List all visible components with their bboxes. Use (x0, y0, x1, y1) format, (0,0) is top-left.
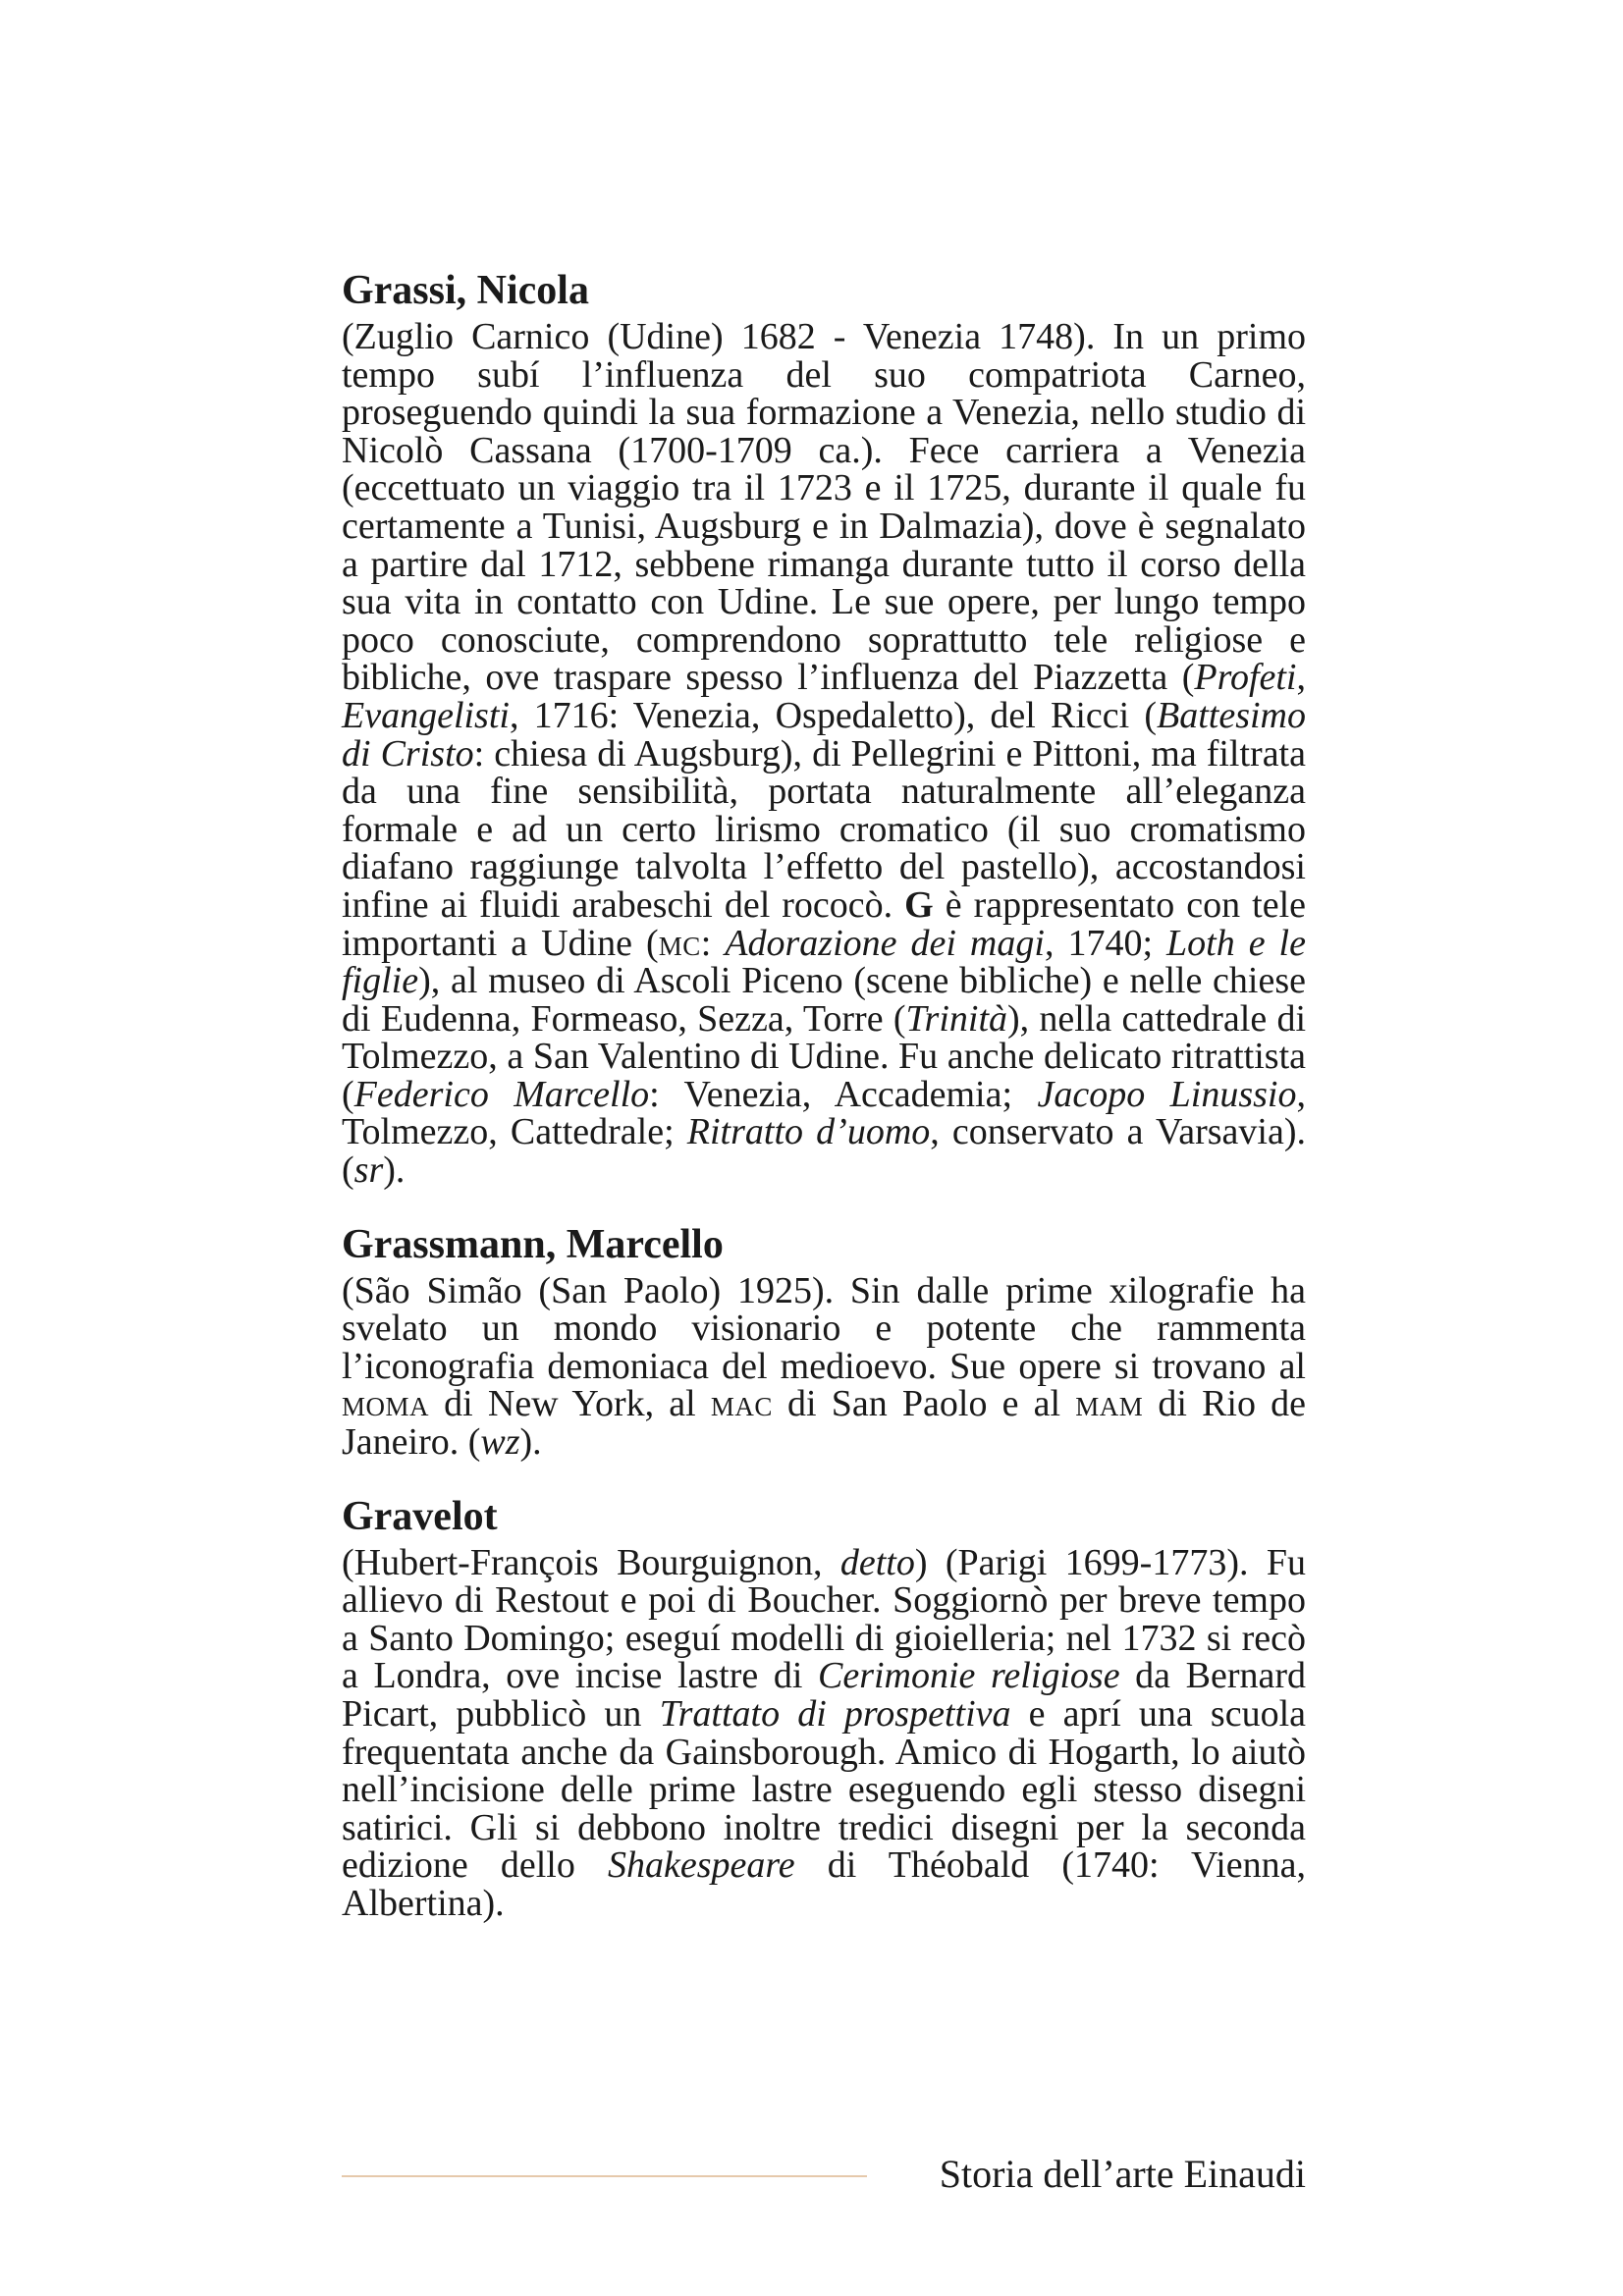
body-text: : chiesa di Augsburg), di Pellegrini e Pittoni, ma filtrata da una fine sensibilità, portata naturalmente all’eleganza formale e ad un certo lirismo cromatico (il suo cromatismo diafano raggiunge talvolta l’effetto del pastello), accostandosi infine ai fluidi arabeschi del rococò. (342, 732, 1306, 926)
entry-grassi-nicola (342, 265, 1306, 1190)
entry-gravelot (342, 1491, 1306, 1923)
body-text: ). (519, 1421, 542, 1464)
italic-text: wz (480, 1421, 520, 1464)
small-caps-abbr: mac (710, 1383, 773, 1425)
body-text: è rappresentato con tele importanti a Udine ( (342, 883, 1306, 964)
entry-body (342, 1269, 1307, 1464)
italic-text: Loth e le figlie (342, 922, 1306, 1002)
body-text: (São Simão (San Paolo) 1925). Sin dalle prime xilografie ha svelato un mondo visionario e potente che rammenta l’iconografia demoniaca del medioevo. Sue opere si trovano al (342, 1269, 1306, 1387)
italic-text: Jacopo Linussio (1037, 1073, 1297, 1115)
entry-title: Grassi, Nicola (342, 268, 589, 313)
italic-text: Evangelisti (342, 694, 510, 736)
body-text: (Zuglio Carnico (Udine) 1682 - Venezia 1748). In un primo tempo subí l’influenza del suo compatriota Carneo, proseguendo quindi la sua formazione a Venezia, nello studio di Nicolò Cassana (1700-1709 ca.). Fece carriera a Venezia (eccettuato un viaggio tra il 1723 e il 1725, durante il quale fu certamente a Tunisi, Augsburg e in Dalmazia), dove è segnalato a partire dal 1712, sebbene rimanga durante tutto il corso della sua vita in contatto con Udine. Le sue opere, per lungo tempo poco conosciute, comprendono soprattutto tele religiose e bibliche, ove traspare spesso l’influenza del Piazzetta ( (342, 316, 1306, 699)
italic-text: sr (353, 1149, 384, 1192)
italic-text: Profeti (1194, 657, 1297, 699)
body-text: di San Paolo e al (772, 1383, 1076, 1425)
body-text: ) (Parigi 1699-1773). Fu allievo di Restout e poi di Boucher. Soggiornò per breve tempo a Santo Domingo; eseguí modelli di gioielleria; nel 1732 si recò a Londra, ove incise lastre di (342, 1541, 1306, 1697)
body-text: e aprí una scuola frequentata anche da Gainsborough. Amico di Hogarth, lo aiutò nell’incisione delle prime lastre eseguendo egli stesso disegni satirici. Gli si debbono inoltre tredici disegni per la seconda edizione dello (342, 1693, 1307, 1887)
body-text: di Rio de Janeiro. ( (342, 1383, 1307, 1464)
italic-text: Shakespeare (607, 1844, 795, 1887)
italic-text: Adorazione dei magi (725, 922, 1045, 964)
body-text: , 1716: Venezia, Ospedaletto), del Ricci ( (509, 694, 1158, 736)
italic-text: Trattato di prospettiva (659, 1693, 1011, 1735)
entry-body (342, 1541, 1307, 1924)
body-text: : Venezia, Accademia; (649, 1073, 1038, 1115)
body-text: da Bernard Picart, pubblicò un (342, 1655, 1307, 1735)
italic-text: Federico Marcello (353, 1073, 650, 1115)
text-column (342, 265, 1306, 1952)
body-text: (Hubert-François Bourguignon, (342, 1541, 840, 1583)
body-text: di New York, al (429, 1383, 711, 1425)
entry-body (342, 318, 1306, 1190)
entry-title: Grassmann, Marcello (342, 1221, 724, 1267)
body-text: , conservato a Varsavia). ( (342, 1111, 1306, 1192)
bold-text: G (904, 883, 934, 926)
body-text: , 1740; (1044, 922, 1166, 964)
small-caps-abbr: mam (1075, 1383, 1144, 1425)
body-text: , Tolmezzo, Cattedrale; (342, 1073, 1306, 1153)
footer-rule (342, 2175, 867, 2177)
body-text: : (700, 922, 726, 964)
entry-title: Gravelot (342, 1493, 498, 1539)
small-caps-abbr: moma (342, 1383, 430, 1425)
footer-publisher: Storia dell’arte Einaudi (939, 2152, 1306, 2196)
body-text: ). (383, 1149, 406, 1192)
body-text: ), nella cattedrale di Tolmezzo, a San Valentino di Udine. Fu anche delicato ritrattista ( (342, 997, 1307, 1115)
page-footer (342, 2150, 1306, 2199)
body-text: , (1296, 657, 1306, 699)
body-text: di Théobald (1740: Vienna, Albertina). (342, 1844, 1306, 1924)
italic-text: Battesimo di Cristo (342, 694, 1306, 774)
entry-grassmann-marcello (342, 1219, 1306, 1462)
italic-text: Ritratto d’uomo (686, 1111, 931, 1153)
body-text: ), al museo di Ascoli Piceno (scene bibliche) e nelle chiese di Eudenna, Formeaso, Sezza, Torre ( (342, 960, 1306, 1040)
italic-text: Cerimonie religiose (817, 1655, 1120, 1697)
italic-text: detto (839, 1541, 915, 1583)
italic-text: Trinità (905, 997, 1007, 1040)
small-caps-abbr: mc (658, 922, 701, 964)
